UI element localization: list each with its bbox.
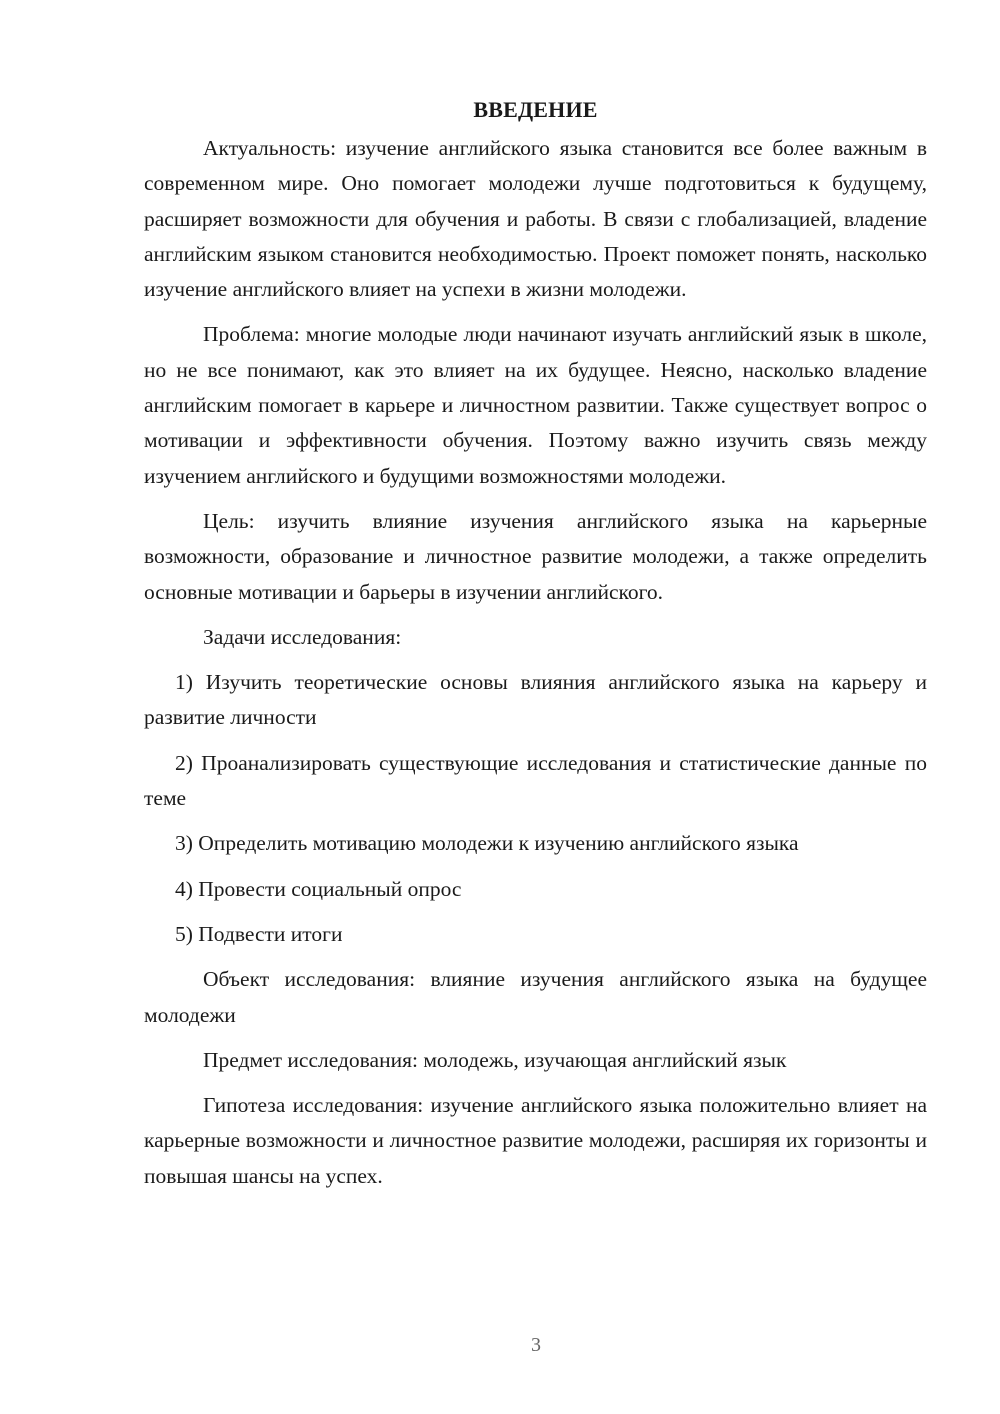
- task-item-4: 4) Провести социальный опрос: [175, 876, 462, 901]
- page-number: 3: [531, 1334, 541, 1356]
- paragraph-object: Объект исследования: влияние изучения английского языка на будущее молодежи: [144, 967, 927, 1027]
- paragraph-relevance: Актуальность: изучение английского языка становится все более важным в современном мире. Оно помогает молодежи лучше подготовиться к будущему, расширяет возможности для обучения и работы. В связи с глобализацией, владение английским языком становится необходимостью. Проект поможет понять, насколько изучение английского влияет на успехи в жизни молодежи.: [144, 136, 927, 302]
- task-item-1: 1) Изучить теоретические основы влияния английского языка на карьеру и развитие личности: [144, 670, 927, 730]
- task-item-3: 3) Определить мотивацию молодежи к изучению английского языка: [175, 831, 799, 856]
- section-title: ВВЕДЕНИЕ: [473, 97, 598, 122]
- paragraph-goal: Цель: изучить влияние изучения английского языка на карьерные возможности, образование и личностное развитие молодежи, а также определить основные мотивации и барьеры в изучении английского.: [144, 508, 927, 604]
- paragraph-subject: Предмет исследования: молодежь, изучающая английский язык: [203, 1047, 787, 1072]
- tasks-heading: Задачи исследования:: [203, 624, 402, 649]
- paragraph-problem: Проблема: многие молодые люди начинают изучать английский язык в школе, но не все понимают, как это влияет на их будущее. Неясно, насколько владение английским помогает в карьере и личностном развитии. Также существует вопрос о мотивации и эффективности обучения. Поэтому важно изучить связь между изучением английского и будущими возможностями молодежи.: [144, 322, 927, 488]
- document-page: [144, 92, 927, 1204]
- task-item-2: 2) Проанализировать существующие исследования и статистические данные по теме: [144, 750, 927, 811]
- task-item-5: 5) Подвести итоги: [175, 921, 343, 946]
- paragraph-hypothesis: Гипотеза исследования: изучение английского языка положительно влияет на карьерные возможности и личностное развитие молодежи, расширяя их горизонты и повышая шансы на успех.: [144, 1093, 927, 1188]
